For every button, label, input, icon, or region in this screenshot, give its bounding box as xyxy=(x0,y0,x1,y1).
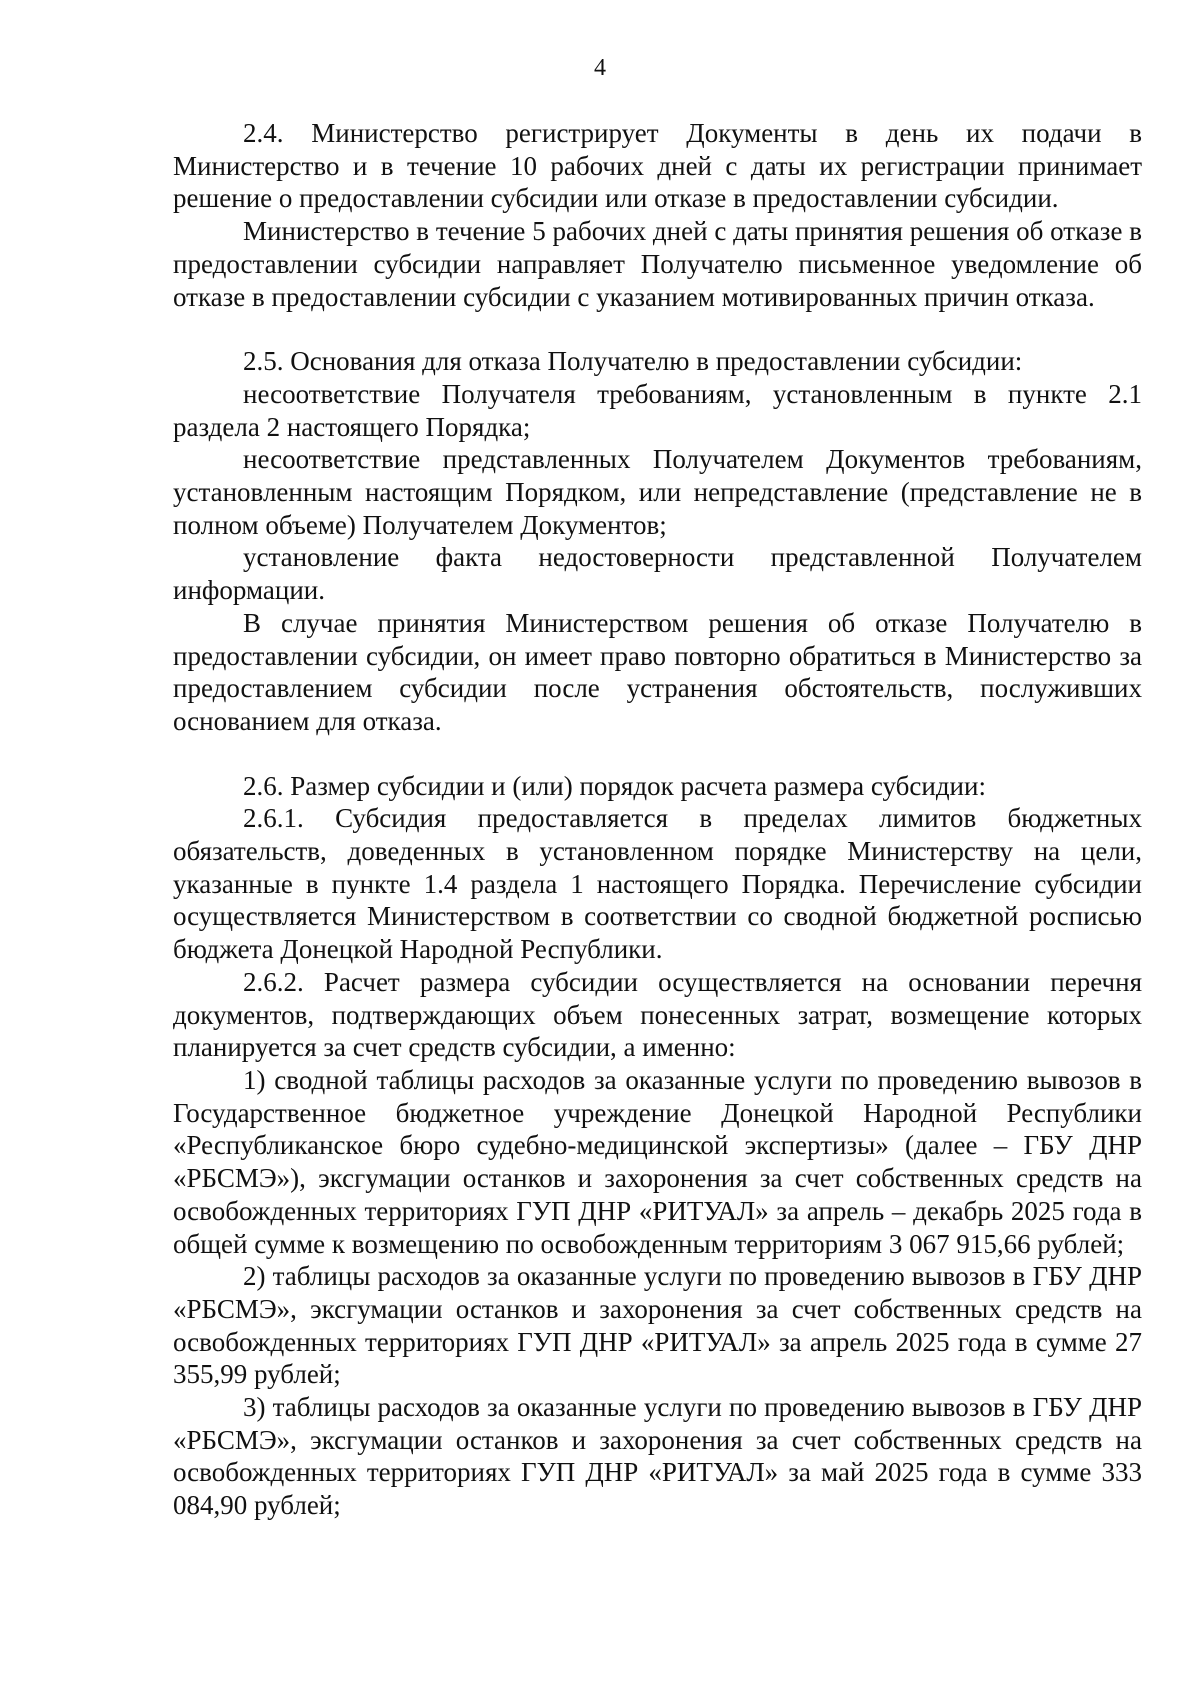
list-item-2: 2) таблицы расходов за оказанные услуги по проведению вывозов в ГБУ ДНР «РБСМЭ», эксгумации останков и захоронения за счет собственных средств на освобожденных территориях ГУП ДНР «РИТУАЛ» за апрель 2025 года в сумме 27 355,99 рублей; xyxy=(173,1261,1142,1390)
paragraph-2-6: 2.6. Размер субсидии и (или) порядок расчета размера субсидии: xyxy=(243,770,986,801)
paragraph-2-6-2: 2.6.2. Расчет размера субсидии осуществляется на основании перечня документов, подтверждающих объем понесенных затрат, возмещение которых планируется за счет средств субсидии, а именно: xyxy=(173,966,1142,1063)
paragraph-refusal-notice: Министерство в течение 5 рабочих дней с даты принятия решения об отказе в предоставлении субсидии направляет Получателю письменное уведомление об отказе в предоставлении субсидии с указанием мотивированных причин отказа. xyxy=(173,216,1142,312)
paragraph-2-4: 2.4. Министерство регистрирует Документы в день их подачи в Министерство и в течение 10 рабочих дней с даты их регистрации принимает решение о предоставлении субсидии или отказе в предоставлении субсидии. xyxy=(173,118,1142,214)
paragraph-ground-1: несоответствие Получателя требованиям, установленным в пункте 2.1 раздела 2 настоящего Порядка; xyxy=(173,378,1142,442)
paragraph-ground-3: установление факта недостоверности представленной Получателем информации. xyxy=(173,542,1142,606)
page-number: 4 xyxy=(594,55,606,81)
list-item-3: 3) таблицы расходов за оказанные услуги по проведению вывозов в ГБУ ДНР «РБСМЭ», эксгумации останков и захоронения за счет собственных средств на освобожденных территориях ГУП ДНР «РИТУАЛ» за май 2025 года в сумме 333 084,90 рублей; xyxy=(173,1392,1142,1521)
document-body xyxy=(173,117,1142,1522)
paragraph-2-5: 2.5. Основания для отказа Получателю в предоставлении субсидии: xyxy=(243,346,1023,377)
paragraph-ground-2: несоответствие представленных Получателем Документов требованиям, установленным настоящим Порядком, или непредставление (представление не в полном объеме) Получателем Документов; xyxy=(173,444,1142,540)
paragraph-reapply: В случае принятия Министерством решения об отказе Получателю в предоставлении субсидии, он имеет право повторно обратиться в Министерство за предоставлением субсидии после устранения обстоятельств, послуживших основанием для отказа. xyxy=(173,607,1142,736)
list-item-1: 1) сводной таблицы расходов за оказанные услуги по проведению вывозов в Государственное бюджетное учреждение Донецкой Народной Республики «Республиканское бюро судебно-медицинской экспертизы» (далее – ГБУ ДНР «РБСМЭ»), эксгумации останков и захоронения за счет собственных средств на освобожденных территориях ГУП ДНР «РИТУАЛ» за апрель – декабрь 2025 года в общей сумме к возмещению по освобожденным территориям 3 067 915,66 рублей; xyxy=(173,1064,1142,1259)
paragraph-2-6-1: 2.6.1. Субсидия предоставляется в пределах лимитов бюджетных обязательств, доведенных в установленном порядке Министерству на цели, указанные в пункте 1.4 раздела 1 настоящего Порядка. Перечисление субсидии осуществляется Министерством в соответствии со сводной бюджетной росписью бюджета Донецкой Народной Республики. xyxy=(173,803,1142,965)
